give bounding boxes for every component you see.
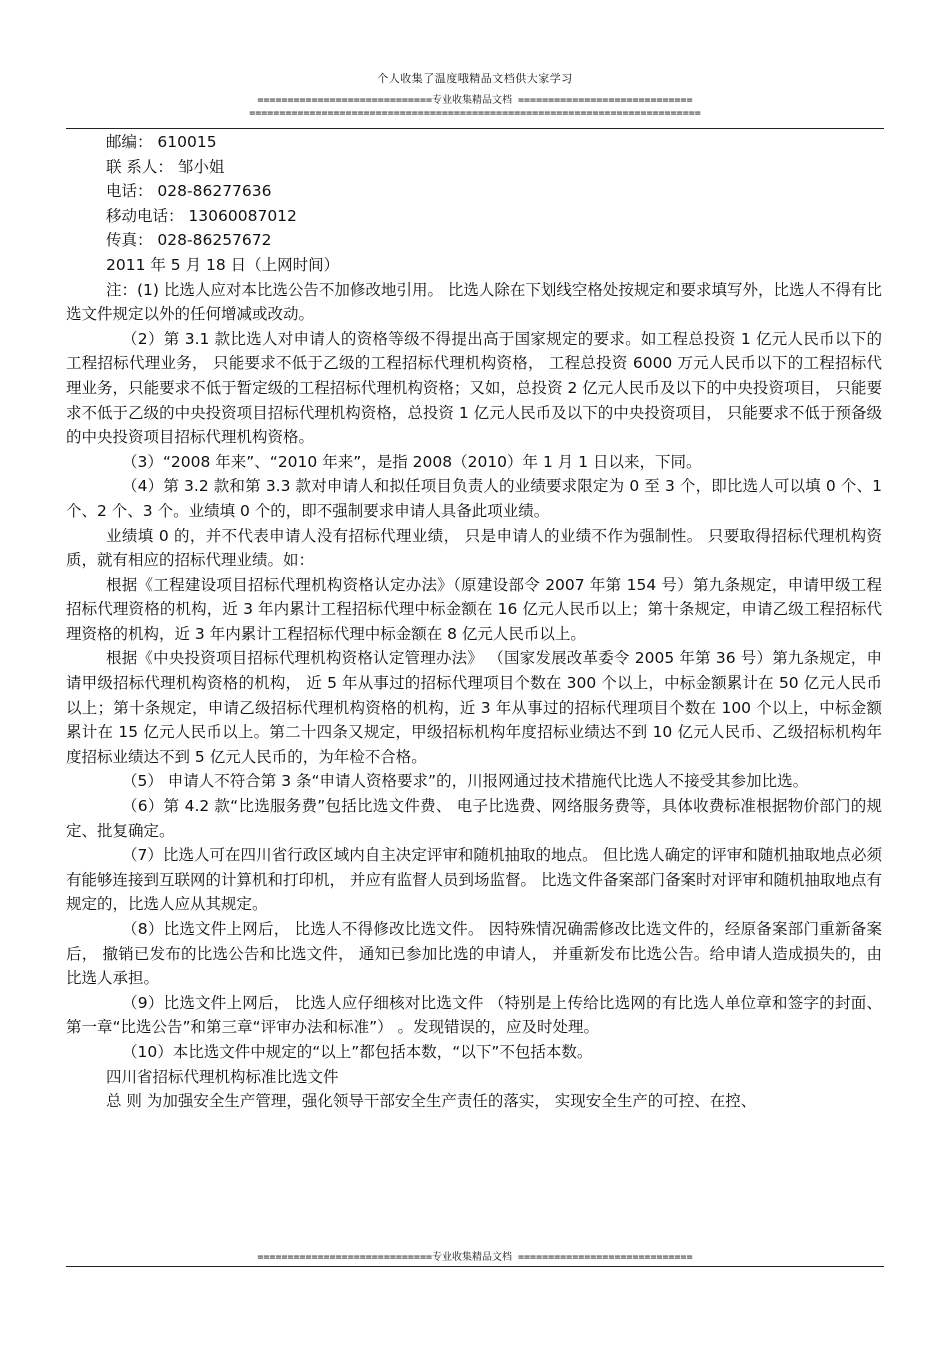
- note-6-paragraph: （6）第 4.2 款“比选服务费”包括比选文件费、 电子比选费、网络服务费等，具体收费标准根据物价部门的规定、批复确定。: [66, 797, 882, 840]
- general-provisions-line: 总 则 为加强安全生产管理，强化领导干部安全生产责任的落实， 实现安全生产的可控、在控、: [106, 1092, 757, 1111]
- note-4-paragraph: （4）第 3.2 款和第 3.3 款对申请人和拟任项目负责人的业绩要求限定为 0 至 3 个，即比选人可以填 0 个、1 个、2 个、3 个。业绩填 0 个的，即不强制要求申请人具备此项业绩。: [66, 477, 882, 520]
- header-separator-2: ===========================================================================: [249, 108, 701, 119]
- regulation-2-paragraph: 根据《中央投资项目招标代理机构资格认定管理办法》 （国家发展改革委令 2005 年第 36 号）第九条规定，申请甲级招标代理机构资格的机构， 近 5 年从事过的招标代理项目个数在 300 个以上，中标金额累计在 50 亿元人民币以上；第十条规定，申请乙级招标代理机构资格的机构，近 3 年从事过的招标代理项目个数在 100 个以上，中标金额累计在 15 亿元人民币以上。第二十四条又规定，甲级招标机构年度招标业绩达不到 10 亿元人民币、乙级招标机构年度招标业绩达不到 5 亿元人民币的，为年检不合格。: [66, 649, 882, 766]
- mobile-line: 移动电话： 13060087012: [106, 206, 297, 225]
- note-3-paragraph: （3）“2008 年来”、“2010 年来”，是指 2008（2010）年 1 月 1 日以来，下同。: [122, 452, 702, 471]
- footer-separator: =============================专业收集精品文档 =============================: [257, 1252, 693, 1263]
- note-7-paragraph: （7）比选人可在四川省行政区域内自主决定评审和随机抽取的地点。 但比选人确定的评审和随机抽取地点必须有能够连接到互联网的计算机和打印机， 并应有监督人员到场监督。 比选文件备案部门备案时对评审和随机抽取地点有规定的，比选人应从其规定。: [66, 846, 882, 914]
- regulation-1-paragraph: 根据《工程建设项目招标代理机构资格认定办法》（原建设部令 2007 年第 154 号）第九条规定，申请甲级工程招标代理资格的机构，近 3 年内累计工程招标代理中标金额在 16 亿元人民币以上；第十条规定，申请乙级工程招标代理资格的机构，近 3 年内累计工程招标代理中标金额在 8 亿元人民币以上。: [66, 575, 882, 643]
- postal-code-line: 邮编： 610015: [106, 133, 217, 151]
- note-2-paragraph: （2）第 3.1 款比选人对申请人的资格等级不得提出高于国家规定的要求。如工程总投资 1 亿元人民币以下的工程招标代理业务， 只能要求不低于乙级的工程招标代理机构资格， 工程总投资 6000 万元人民币以下的工程招标代理业务，只能要求不低于暂定级的工程招标代理机构资格；又如，总投资 2 亿元人民币及以下的中央投资项目， 只能要求不低于乙级的中央投资项目招标代理机构资格，总投资 1 亿元人民币及以下的中央投资项目， 只能要求不低于预备级的中央投资项目招标代理机构资格。: [66, 329, 882, 447]
- fax-line: 传真： 028-86257672: [106, 231, 272, 250]
- phone-line: 电话： 028-86277636: [106, 182, 272, 201]
- contact-person-line: 联 系人： 邹小姐: [106, 157, 225, 176]
- document-body: [66, 130, 882, 1114]
- note-10-paragraph: （10）本比选文件中规定的“以上”都包括本数，“以下”不包括本数。: [122, 1042, 593, 1061]
- note-9-paragraph: （9）比选文件上网后， 比选人应仔细核对比选文件 （特别是上传给比选网的有比选人单位章和签字的封面、第一章“比选公告”和第三章“评审办法和标准”） 。发现错误的，应及时处理。: [66, 993, 882, 1037]
- note-8-paragraph: （8）比选文件上网后， 比选人不得修改比选文件。 因特殊情况确需修改比选文件的，经原备案部门重新备案后， 撤销已发布的比选公告和比选文件， 通知已参加比选的申请人， 并重新发布比选公告。给申请人造成损失的，由比选人承担。: [66, 920, 882, 988]
- header-title: 个人收集了温度哦精品文档供大家学习: [377, 72, 573, 85]
- date-line: 2011 年 5 月 18 日（上网时间）: [106, 255, 340, 274]
- note-5-paragraph: （5） 申请人不符合第 3 条“申请人资格要求”的，川报网通过技术措施代比选人不接受其参加比选。: [122, 772, 809, 791]
- note-1-paragraph: 注：(1) 比选人应对本比选公告不加修改地引用。 比选人除在下划线空格处按规定和要求填写外，比选人不得有比选文件规定以外的任何增减或改动。: [66, 280, 882, 324]
- document-name-line: 四川省招标代理机构标准比选文件: [106, 1067, 339, 1086]
- footer-rule: [66, 1266, 884, 1267]
- header-rule: [66, 128, 884, 129]
- performance-paragraph: 业绩填 0 的，并不代表申请人没有招标代理业绩， 只是申请人的业绩不作为强制性。 只要取得招标代理机构资质，就有相应的招标代理业绩。如：: [66, 526, 882, 570]
- header-separator-1: =============================专业收集精品文档 =============================: [257, 95, 693, 106]
